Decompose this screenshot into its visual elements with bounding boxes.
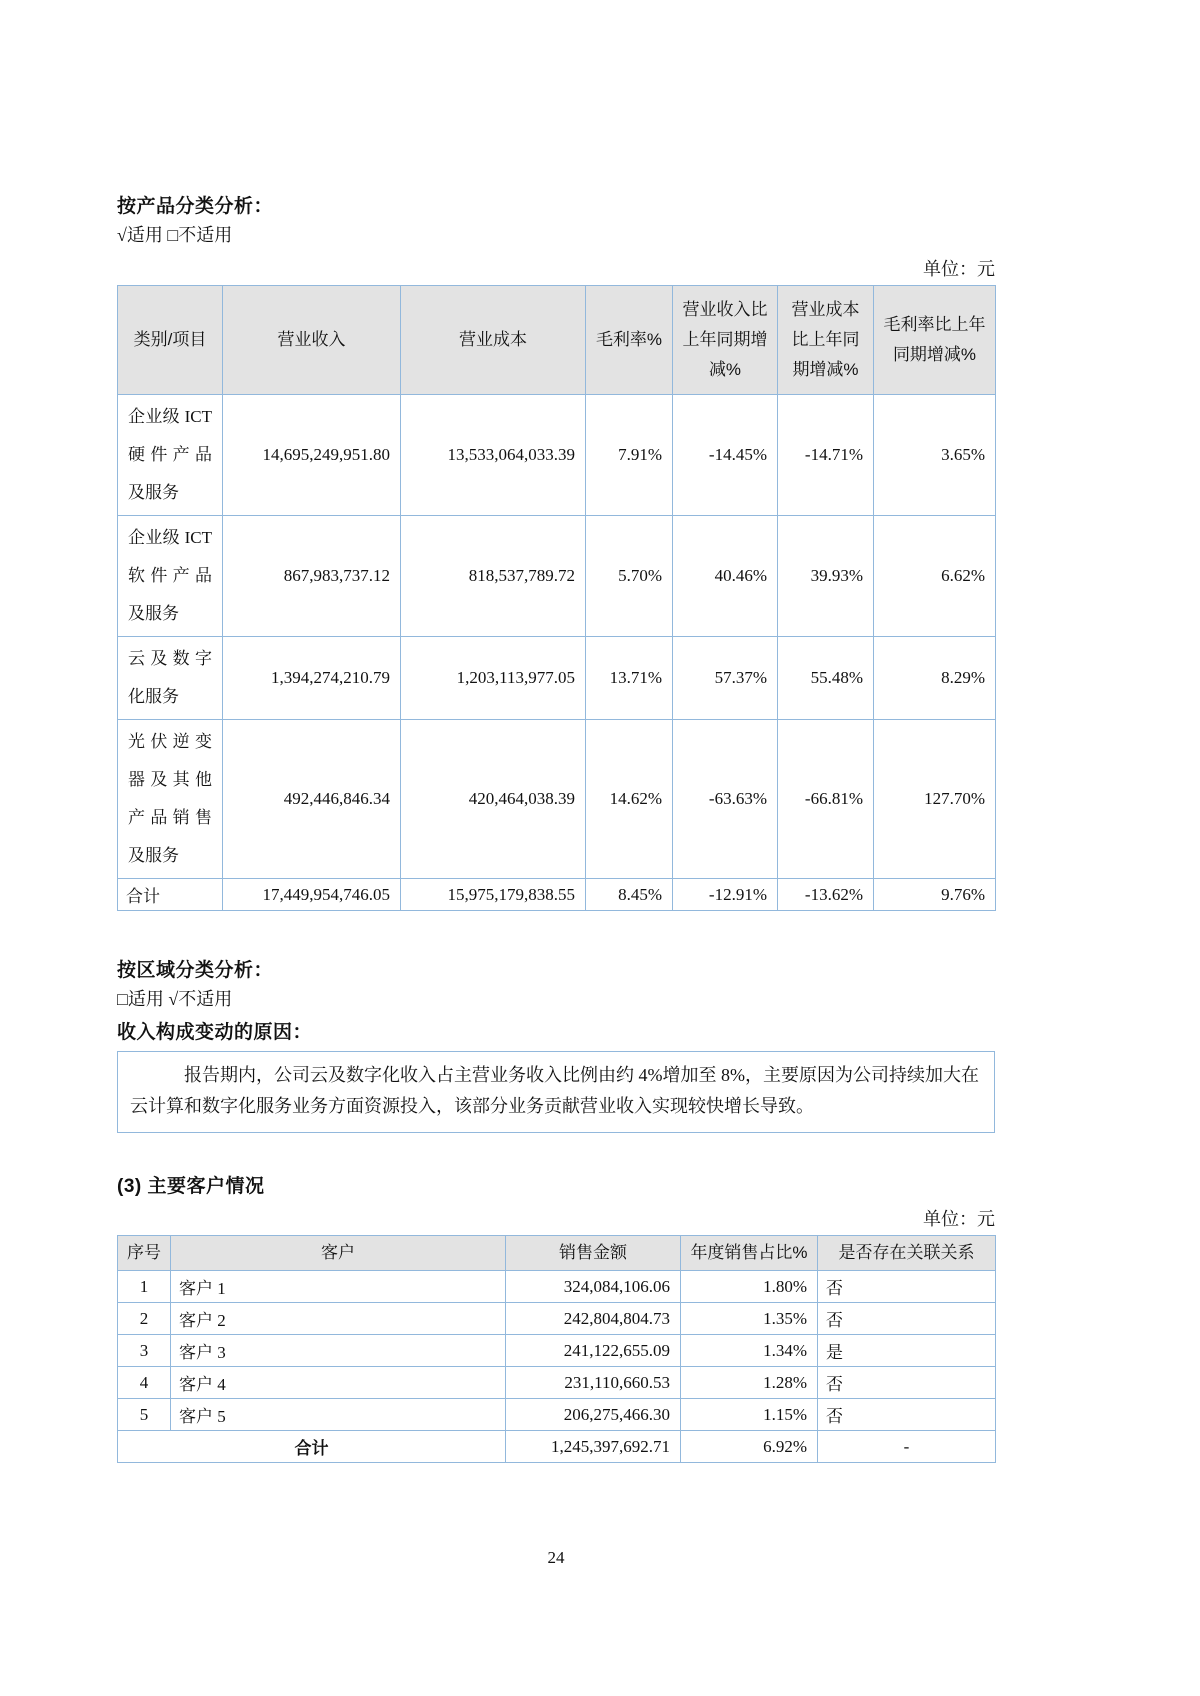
table-row — [118, 1303, 996, 1335]
category-cell: 企业级 ICT 软件产品及服务 — [118, 516, 223, 637]
index-cell: 1 — [118, 1271, 171, 1303]
category-cell: 光伏逆变器及其他产品销售及服务 — [118, 720, 223, 879]
revenue-yoy-cell: -14.45% — [673, 395, 778, 516]
table-row — [118, 516, 996, 637]
table-row — [118, 1367, 996, 1399]
sales-pct-cell: 1.34% — [681, 1335, 818, 1367]
sales-amount-total-cell: 1,245,397,692.71 — [506, 1431, 681, 1463]
sales-amount-cell: 241,122,655.09 — [506, 1335, 681, 1367]
unit-label: 单位：元 — [923, 1209, 995, 1229]
category-cell: 云及数字化服务 — [118, 637, 223, 720]
related-party-total-cell: - — [818, 1431, 996, 1463]
sales-amount-cell: 206,275,466.30 — [506, 1399, 681, 1431]
index-cell: 5 — [118, 1399, 171, 1431]
margin-cell: 13.71% — [586, 637, 673, 720]
revenue-cell: 14,695,249,951.80 — [223, 395, 401, 516]
col-header-margin-yoy: 毛利率比上年同期增减% — [874, 286, 996, 395]
margin-yoy-cell: 127.70% — [874, 720, 996, 879]
index-cell: 4 — [118, 1367, 171, 1399]
sales-pct-total-cell: 6.92% — [681, 1431, 818, 1463]
related-party-cell: 否 — [818, 1367, 996, 1399]
sales-amount-cell: 242,804,804.73 — [506, 1303, 681, 1335]
product-analysis-heading: 按产品分类分析： — [117, 196, 274, 217]
revenue-yoy-cell: 40.46% — [673, 516, 778, 637]
col-header-revenue-yoy: 营业收入比上年同期增减% — [673, 286, 778, 395]
sales-pct-cell: 1.15% — [681, 1399, 818, 1431]
margin-cell: 5.70% — [586, 516, 673, 637]
related-party-cell: 否 — [818, 1271, 996, 1303]
col-header-margin: 毛利率% — [586, 286, 673, 395]
margin-yoy-total-cell: 9.76% — [874, 879, 996, 911]
revenue-change-reason-box: 报告期内，公司云及数字化收入占主营业务收入比例由约 4%增加至 8%，主要原因为公司持续加大在云计算和数字化服务业务方面资源投入，该部分业务贡献营业收入实现较快增长导致。 — [117, 1051, 995, 1133]
product-classification-table — [117, 285, 996, 911]
col-header-annual-sales-pct: 年度销售占比% — [681, 1236, 818, 1271]
index-cell: 3 — [118, 1335, 171, 1367]
related-party-cell: 否 — [818, 1303, 996, 1335]
col-header-sales-amount: 销售金额 — [506, 1236, 681, 1271]
customer-cell: 客户 1 — [171, 1271, 506, 1303]
table-row — [118, 720, 996, 879]
sales-pct-cell: 1.35% — [681, 1303, 818, 1335]
revenue-cell: 492,446,846.34 — [223, 720, 401, 879]
cost-total-cell: 15,975,179,838.55 — [401, 879, 586, 911]
table-header-row — [118, 286, 996, 395]
customer-cell: 客户 4 — [171, 1367, 506, 1399]
unit-label: 单位：元 — [923, 259, 995, 279]
col-header-cost-yoy: 营业成本比上年同期增减% — [778, 286, 874, 395]
revenue-change-reason-heading: 收入构成变动的原因： — [117, 1022, 313, 1043]
total-row — [118, 1431, 996, 1463]
col-header-customer: 客户 — [171, 1236, 506, 1271]
cost-yoy-cell: -14.71% — [778, 395, 874, 516]
margin-cell: 14.62% — [586, 720, 673, 879]
cost-cell: 1,203,113,977.05 — [401, 637, 586, 720]
revenue-cell: 867,983,737.12 — [223, 516, 401, 637]
table-row — [118, 1335, 996, 1367]
cost-cell: 13,533,064,033.39 — [401, 395, 586, 516]
revenue-total-cell: 17,449,954,746.05 — [223, 879, 401, 911]
index-cell: 2 — [118, 1303, 171, 1335]
sales-pct-cell: 1.28% — [681, 1367, 818, 1399]
customer-cell: 客户 2 — [171, 1303, 506, 1335]
total-label: 合计 — [118, 1431, 506, 1463]
col-header-category: 类别/项目 — [118, 286, 223, 395]
revenue-yoy-cell: 57.37% — [673, 637, 778, 720]
revenue-yoy-total-cell: -12.91% — [673, 879, 778, 911]
cost-cell: 420,464,038.39 — [401, 720, 586, 879]
cost-yoy-total-cell: -13.62% — [778, 879, 874, 911]
margin-cell: 7.91% — [586, 395, 673, 516]
region-applicability-line: □适用 √不适用 — [117, 989, 233, 1009]
margin-yoy-cell: 3.65% — [874, 395, 996, 516]
customer-cell: 客户 5 — [171, 1399, 506, 1431]
sales-pct-cell: 1.80% — [681, 1271, 818, 1303]
cost-cell: 818,537,789.72 — [401, 516, 586, 637]
cost-yoy-cell: -66.81% — [778, 720, 874, 879]
total-label: 合计 — [118, 879, 223, 911]
category-cell: 企业级 ICT 硬件产品及服务 — [118, 395, 223, 516]
sales-amount-cell: 324,084,106.06 — [506, 1271, 681, 1303]
related-party-cell: 是 — [818, 1335, 996, 1367]
col-header-cost: 营业成本 — [401, 286, 586, 395]
margin-total-cell: 8.45% — [586, 879, 673, 911]
col-header-revenue: 营业收入 — [223, 286, 401, 395]
col-header-related-party: 是否存在关联关系 — [818, 1236, 996, 1271]
major-customers-table — [117, 1235, 996, 1463]
table-row — [118, 395, 996, 516]
major-customers-heading: (3) 主要客户情况 — [117, 1176, 265, 1197]
col-header-index: 序号 — [118, 1236, 171, 1271]
margin-yoy-cell: 6.62% — [874, 516, 996, 637]
region-analysis-heading: 按区域分类分析： — [117, 960, 274, 981]
revenue-yoy-cell: -63.63% — [673, 720, 778, 879]
table-row — [118, 1271, 996, 1303]
product-applicability-line: √适用 □不适用 — [117, 225, 233, 245]
related-party-cell: 否 — [818, 1399, 996, 1431]
revenue-cell: 1,394,274,210.79 — [223, 637, 401, 720]
table-row — [118, 1399, 996, 1431]
cost-yoy-cell: 39.93% — [778, 516, 874, 637]
sales-amount-cell: 231,110,660.53 — [506, 1367, 681, 1399]
customer-cell: 客户 3 — [171, 1335, 506, 1367]
page-number: 24 — [547, 1548, 565, 1567]
total-row — [118, 879, 996, 911]
margin-yoy-cell: 8.29% — [874, 637, 996, 720]
table-row — [118, 637, 996, 720]
cost-yoy-cell: 55.48% — [778, 637, 874, 720]
content-column — [117, 0, 995, 1463]
table-header-row — [118, 1236, 996, 1271]
